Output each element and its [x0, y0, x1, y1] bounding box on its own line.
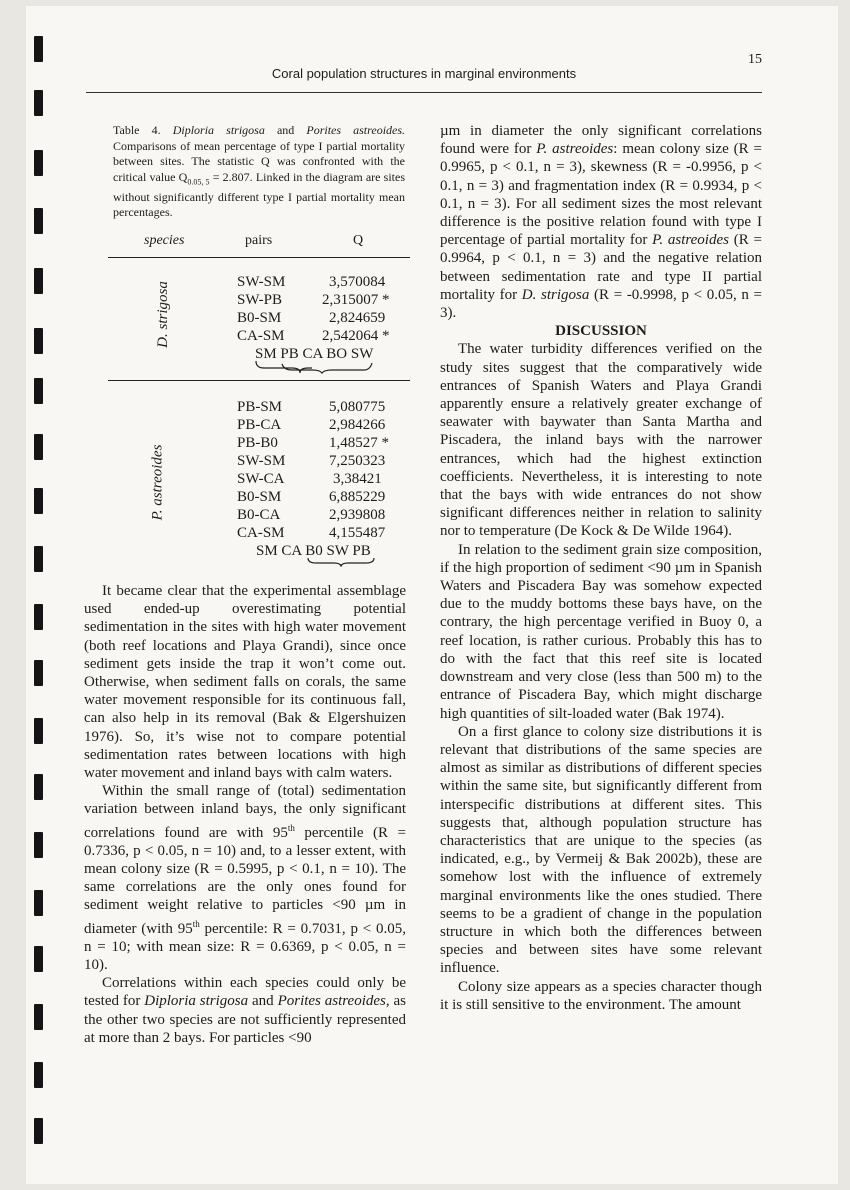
paragraph: It became clear that the experimental assemblage used ended-up overestimating potential sedimentation in the sites with high water movement (both reef locations and Playa Grandi), since once sediment gets inside the trap it won’t come out. Otherwise, when sediment falls on corals, the same water movement responsible for its continuous fall, can also help in its removal (Bak & Elgershuizen 1976). So, it’s wise not to compare potential sedimentation rates between locations with high water movement and inland bays with calm waters.: [84, 583, 406, 782]
binding-mark: [34, 604, 43, 630]
table-row-q: 3,570084: [329, 274, 386, 290]
table-row-q: 5,080775: [329, 399, 386, 415]
table-row-pair: SW-SM: [237, 274, 286, 290]
table-row-pair: B0-CA: [237, 507, 281, 523]
text-span: (R = 0.9964, p < 0.1, n = 3) and the negative relation between sedimentation rate and type II partial mortality for: [440, 232, 762, 303]
table-row-q: 6,885229: [329, 489, 386, 505]
binding-mark: [34, 268, 43, 294]
superscript: th: [287, 822, 295, 833]
link-brace: [306, 557, 376, 567]
table-row-pair: SW-SM: [237, 453, 286, 469]
caption-species-1: Diploria strigosa: [172, 123, 265, 137]
paragraph: [84, 974, 406, 1047]
species-name: Diploria strigosa: [144, 993, 249, 1010]
table-row-pair: PB-SM: [237, 399, 283, 415]
table-row-pair: CA-SM: [237, 525, 285, 541]
species-label-d-strigosa: D. strigosa: [154, 281, 171, 348]
superscript: th: [192, 918, 200, 929]
species-name: P. astreoides: [652, 232, 729, 249]
site-ordering: SM CA B0 SW PB: [256, 543, 371, 559]
table-row-q: 7,250323: [329, 453, 386, 469]
caption-subscript: 0.05, 5: [187, 177, 210, 187]
binding-mark: [34, 488, 43, 514]
binding-mark: [34, 434, 43, 460]
paragraph: [440, 122, 762, 322]
binding-mark: [34, 946, 43, 972]
binding-mark: [34, 1118, 43, 1144]
table-row-q: 2,315007 *: [322, 292, 390, 308]
caption-species-2: Porites astreoides.: [306, 123, 406, 137]
table-row-q: 2,939808: [329, 507, 386, 523]
binding-mark: [34, 208, 43, 234]
species-name: Porites astreoides: [277, 993, 386, 1010]
site-ordering: SM PB CA BO SW: [255, 346, 374, 362]
binding-mark: [34, 36, 43, 62]
table-row-q: 1,48527 *: [329, 435, 389, 451]
binding-mark: [34, 328, 43, 354]
species-name: P. astreoides: [536, 141, 614, 158]
species-label-p-astreoides: P. astreoides: [149, 444, 166, 521]
table-rule: [108, 257, 410, 258]
paragraph: Colony size appears as a species character though it is still sensitive to the environment. The amount: [440, 978, 762, 1013]
binding-mark: [34, 1004, 43, 1030]
text-span: µm in diameter the only significant correlations found were for: [440, 123, 762, 158]
table-row-pair: PB-CA: [237, 417, 282, 433]
binding-mark: [34, 378, 43, 404]
binding-mark: [34, 546, 43, 572]
caption-text-2: = 2.807. Linked in the diagram are sites without significantly different type I partial mortality mean percentages.: [113, 169, 405, 220]
column-header-species: species: [144, 233, 185, 248]
section-heading-discussion: DISCUSSION: [555, 323, 647, 340]
text-span: , as the other two species are not sufficiently represented at more than 2 bays. For particles <90: [84, 993, 406, 1046]
table-row-q: 2,824659: [329, 310, 386, 326]
link-brace: [252, 360, 376, 374]
running-title: Coral population structures in marginal environments: [271, 66, 577, 81]
binding-mark: [34, 1062, 43, 1088]
table-row-pair: PB-B0: [237, 435, 278, 451]
text-span: Within the small range of (total) sedimentation variation between inland bays, the only significant correlations found are with 95: [84, 783, 406, 841]
table-rule: [108, 380, 410, 381]
text-span: : mean colony size (R = 0.9965, p < 0.1, n = 3), skewness (R = -0.9956, p < 0.1, n = 3) and fragmentation index (R = 0.9934, p < 0.1, n = 3). For all sediment sizes the most relevant difference is the positive relation found with type I percentage of partial mortality for: [440, 141, 762, 249]
paragraph: The water turbidity differences verified on the study sites suggest that the comparatively wide entrances of Spanish Waters and Playa Grandi apparently ensure a relatively greater exchange of seawater with baywater than Santa Martha and Piscadera, the inland bays with the narrower entrances, which had the highest extinction coefficients. Nevertheless, it is interesting to note that the bays with wide entrances do not show significant differences neither in relation to salinity nor to temperature (De Kock & De Wilde 1964).: [440, 341, 762, 540]
right-column: [440, 122, 762, 1014]
paragraph: On a first glance to colony size distributions it is relevant that distributions of the same species are almost as similar as distributions of different species within the same site, but significantly different from interspecific distributions at different sites. This suggests that, although population structure has characteristics that are unique to the species (as indicated, e.g., by Vermeij & Bak 2002b), these are somehow lost with the influence of extremely marginal environments like the ones studied. There seems to be a gradient of change in the population structure in which both the differences between species and between sites have some relevant influence.: [440, 723, 762, 977]
table-row-pair: CA-SM: [237, 328, 285, 344]
page-number: 15: [748, 52, 762, 67]
left-column: [84, 582, 406, 1047]
table-row-pair: B0-SM: [237, 489, 282, 505]
column-header-q: Q: [353, 233, 364, 248]
binding-mark: [34, 774, 43, 800]
text-span: and: [248, 993, 278, 1010]
table-caption: [113, 123, 405, 221]
table-row-pair: B0-SM: [237, 310, 282, 326]
table-row-q: 4,155487: [329, 525, 386, 541]
paragraph: [84, 782, 406, 974]
table-row-q: 3,38421: [333, 471, 382, 487]
binding-mark: [34, 832, 43, 858]
table-row-q: 2,984266: [329, 417, 386, 433]
table-row-pair: SW-CA: [237, 471, 285, 487]
binding-mark: [34, 150, 43, 176]
table-row-q: 2,542064 *: [322, 328, 390, 344]
binding-mark: [34, 718, 43, 744]
binding-mark: [34, 90, 43, 116]
caption-text: Comparisons of mean percentage of type I partial mortality between sites. The statistic Q was confronted with the critical value Q: [113, 138, 405, 184]
text-span: (R = -0.9998, p < 0.05, n = 3).: [440, 286, 763, 322]
text-span: Correlations within each species could only be tested for: [84, 975, 406, 1010]
paragraph: In relation to the sediment grain size composition, if the high proportion of sediment <90 µm in Spanish Waters and Piscadera Bay was somehow expected due to the muddy bottoms these bays have, on the contrary, the high percentage verified in Buoy 0, a reef location, is rather curious. Probably this has to do with the fact that this reef site is located downstream and very close (less than 500 m) to the entrance of Piscadera Bay, which might discharge high quantities of silt-loaded water (Bak 1974).: [440, 541, 762, 722]
species-name: D. strigosa: [521, 286, 590, 303]
text-span: percentile: R = 0.7031, p < 0.05, n = 10; with mean size: R = 0.6369, p < 0.05, n = 10).: [84, 920, 406, 974]
binding-mark: [34, 660, 43, 686]
text-span: percentile (R = 0.7336, p < 0.05, n = 10) and, to a lesser extent, with mean colony size (R = 0.5995, p < 0.1, n = 10). The same correlations are the only ones found for sediment weight relative to particles <90 µm in diameter (with 95: [84, 824, 406, 937]
caption-and: and: [276, 123, 295, 137]
column-header-pairs: pairs: [245, 233, 273, 248]
header-rule: [86, 92, 762, 93]
caption-label: Table 4.: [113, 123, 161, 137]
binding-mark: [34, 890, 43, 916]
table-row-pair: SW-PB: [237, 292, 283, 308]
